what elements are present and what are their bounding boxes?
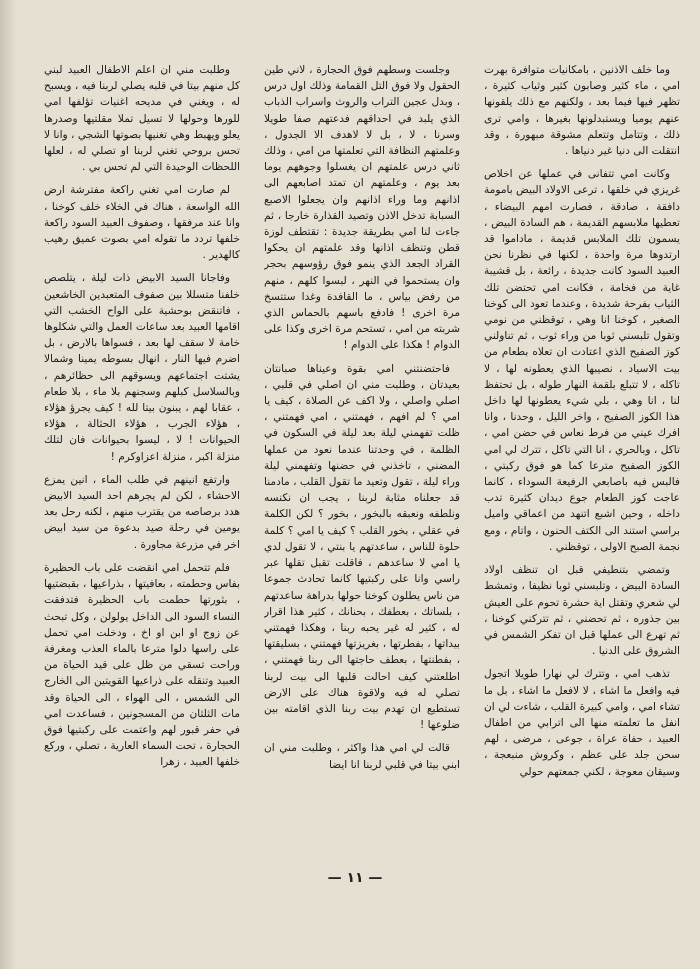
paragraph: تذهب امي ، وتترك لي نهارا طويلا اتجول فيه وافعل ما اشاء ، لا لافعل ما اشاء ، بل ما تشاء امي ، وامي كبيرة القلب ، شاءت لي ان انفل ما تعلمته منها الى اترابي من اطفال العبيد ، حفاة عراة ، جوعى ، مرضى ، لهم سحن جلد على عظم ، وكروش منبعجة ، وسيقان معوجة ، لكني جمعتهم حولي (484, 668, 680, 778)
page-edge-shadow (0, 0, 16, 969)
text-column-right (484, 62, 680, 897)
paragraph: لم صارت امي تغني راكعة مفترشة ارض الله الواسعة ، هناك في الخلاء خلف كوخنا ، وانا عند مرفقها ، وصفوف العبيد السود راكعة خلفها تردد ما تقوله امي بصوت عميق رهيب كالهدير . (44, 184, 240, 262)
paragraph: وتمضي بتنطيفي قبل ان تنظف اولاد السادة البيض ، وتلبسني ثوبا نظيفا ، وتمشط لي شعري وتقتل اية حشرة تحوم على العيش بين جذوره ، ثم تحضني ، ثم تتركني كوخنا ، ثم تهرع الى عملها قبل ان تفكر الشمس في الشروق على الدنيا . (484, 564, 680, 658)
paragraph: وجلست وسطهم فوق الحجارة ، لاني طين الحقول ولا فوق التل القمامة وذلك اول درس ، وبدل عجين التراب والروث واسراب الذباب الذي يلبد في احداقهم فدعتهم صفا طويلا وسرنا ، لا ، بل لا لاهدف الا الجدول ، وعلمتهم النظافة التي تعلمتها من امي ، وذلك ثاني درس علمتهم ان يغسلوا وجوههم يوما بعد يوم ، وعلمتهم ان تمتد اصابعهم الى اذانهم وما وراء اذانهم وان يجعلوا الاصبع السبابة تدخل الاذن وتصيد القذارة خارجا ، ثم جاءت لنا امي بطريقة جديدة : تقتطف لوزة قطن وتنظف اذانها وقد علمتهم ان يحكوا القراد الجعد الذي ينمو فوق رؤوسهم بحجر وان يستحموا في النهر ، لبسوا كلهم ، منهم من رفض بياس ، ما القافدة وغدا ستتسخ مرة اخرى ! فادفع باسهم بالحماس الذي شربته من امي ، تستحم مرة اخرى وكذا على الدوام ! هكذا على الدوام ! (264, 64, 460, 352)
page-number: — ١١ — (327, 870, 383, 886)
text-column-middle (264, 62, 460, 897)
paragraph: وما خلف الاذنين ، بامكانيات متوافرة بهرت امي ، ماء كثير وصابون كثير وثياب كثيرة ، تظهر فيها فيما بعد ، ولكنهم مع ذلك يلقونها عنهم يوميا ويستبدلونها بغيرها ، وامي ترى ذلك ، وتتامل وتتعلم مشوقة مبهورة ، وقد انتقلت الى دنيا غير دنياها . (484, 64, 680, 158)
paragraph: وكانت امي تتفانى في عملها عن اخلاص غريزي في خلقها ، ترعى الاولاد البيض بامومة دافقة ، صادقة ، فصارت امهم البيضاء ، تعطيها ملابسهم القديمة ، هم السادة البيض ، يسمون تلك الملابس قديمة ، ماداموا قد ارتدوها مرة واحدة ، لكنها في نظرنا نحن العبيد السود كانت جديدة ، رائعة ، بل قشيبة غاية من فخامة ، فكانت امي تحتضن تلك الثياب بفرحة شديدة ، وعندما تعود الى كوخنا الصغير ، كوخنا انا وهي ، توقظني من نومي وتقول تلبسني ثوبا من وراء ثوب ، ثم تناولني كوز الصفيح الذي اعتادت ان تعلاه بطعام من بيت الاسياد ، نصيبها الذي يعطونه لها ، لا تاكله ، لا تتبلع بلقمة النهار طوله ، بل تحتفظ لنا ، انا وهي ، بلي شيء يعطونها لها داخل هذا الكوز الصفيح ، واخر الليل ، وحدنا ، وانا افرك عيني من فرط نعاس في حضن امي ، تاكل ، وبالحري ، انا التي تاكل ، تترك لي امي الكوز الصفيح مترعا كما هو فوق ركبتي ، فالبس فيه باصابعي الرفيعة السوداء ، كانما عاجت كوز الطعام جوع ديدان كثيرة تدب داخله ، وحين اشبع اتنهد من اعماقي واميل براسي استند الى الكتف الحنون ، واتام ، ومع نجمة الصبح الاولى ، توقظني . (484, 168, 680, 553)
text-column-left (44, 62, 240, 897)
paragraph: قالت لي امي هذا واكثر ، وطلبت مني ان ابني بيتا في قلبي لربنا انا ايضا (264, 742, 460, 771)
paragraph: فاحتضنتني امي بقوة وعيناها صبانتان بعيدتان ، وطلبت مني ان اصلي في قلبي ، اصلي واصلي ، ولا اكف عن الصلاة ، كيف يا امي ؟ لم افهم ، فهمتني ، امي فهمتني ، ظلت تفهمني ليلة بعد ليلة في السكون في الظلمة ، في وحدتنا عندما نعود من عملها المضني ، تاخذني في حضنها وتفهمني ليلة وراء ليلة ، تقول وتعيد ما تقول القلب ، مادمنا قد جعلناه مثابة لربنا ، يجب ان نكنسه ونلطفه ونعبقه بالبخور ، بخور ؟ لكن الكلمة في عقلي ، بخور القلب ؟ كيف يا امي ؟ كلمة حلوة للناس ، ساعدتهم يا بنتي ، لا تقول لدي يا امي لا ساعدهم ، فاقلت تقبل تقلها عبر راسي وانا على ركبتيها كانما تحادث جموعا من ناس يطلون كوخنا حولها بدراهة ساعدتهم ، بلساتك ، بعطفك ، بحنانك ، كثير هذا اقرار له ، كثير له غير يحبه ربنا ، وهكذا فهمتني بيداتها ، بفطرتها ، بغريزتها فهمتني ، بسليقتها ، بفطنتها ، بعطف حاجتها الى ربنا فهمتني ، اطلعتني كيف احالت قلبها الى بيت لربنا تصلي له فيه ولاقوة هناك على الارض تستطيع ان تهدم بيت ربنا الذي اقامته بين ضلوعها ! (264, 362, 460, 732)
paragraph: وفاجانا السيد الابيض ذات ليلة ، يتلصص خلفنا متسللا بين صفوف المتعبدين الخاشعين ، فاتنقض بوحشية على الواح الخشب التي اقامها العبيد بعد ساعات العمل والتي شكلوها خامة لا سقف لها بعد ، فسواها بالارض ، بل اضرم فيها النار ، انهال بسوطه يمينا وشمالا يشتت اجتماعهم ويسوقهم الى حظائرهم ، وبالسلاسل كبلهم وسجنهم بلا ماء ، بلا طعام ، عقابا لهم ، يبنون بيتا لله ! كيف يجرؤ هؤلاء ، هؤلاء الجرب ، هؤلاء الحثالة ، هؤلاء الحيوانات ! لا ، ليسوا بحيوانات فان لتلك منزلة اكبر ، منزلة اعزاوكرم ! (44, 272, 240, 463)
paragraph: وطلبت مني ان اعلم الاطفال العبيد لبني كل منهم بيتا في قلبه يصلي لربنا فيه ، ويسبح له ، ويغني في مديحه اغنيات تؤلفها امي للورها وحولها لا تسيل تملا مقلتيها وصدرها يعلو ويهبط وهي تغنيها بصوتها الشجي ، وانا لا تحس بروحي تغني لربنا او تصلي له ، لعلها اللحظات الوحيدة التي لم تحس بي . (44, 64, 240, 174)
paragraph: وارتفع انينهم في طلب الماء ، انين يمزع الاحشاء ، لكن لم يجرهم احد السيد الابيض هدد برصاصه من يقترب منهم ، لكنه رحل بعد يومين في رحلة صيد بدعوة من سيد ابيض اخر في مزرعة مجاورة . (44, 473, 240, 551)
paragraph: فلم تتحمل امي انقضت على باب الحظيرة بفاس وحطمته ، بعافيتها ، بذراعيها ، بقبضتيها ، بثورتها حطمت باب الحظيرة فتدفقت النساء السود الى الداخل يولولن ، وكل تبحث عن زوج او ابن او اخ ، ودخلت امي تحمل على راسها دلوا مترعا بالماء العذب ومغرفة وراحت تسقي من ظل على قيد الحياة من العبيد وتنقله على ذراعيها القويتين الى الخارج الى الشمس ، الى الهواء ، الى الحياة وقد مات الثلثان من المسجونين ، فساعدت امي في حفر قبور لهم واعتمت على ركبتيها فوق الحجارة ، تحت السماء العارية ، تصلي ، وركع خلفها العبيد ، زهرا (44, 561, 240, 769)
